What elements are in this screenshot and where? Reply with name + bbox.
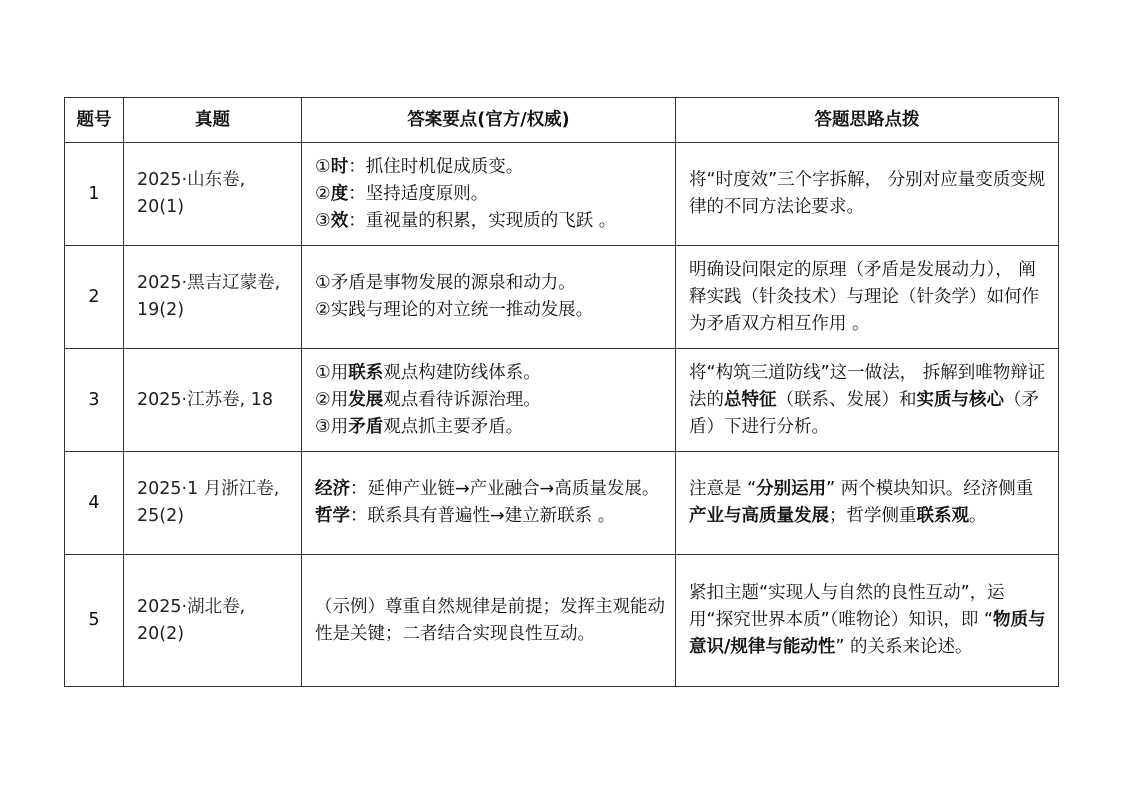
answer-point-lead: ②实践与理论的对立统一推动发展。 (315, 300, 594, 320)
answer-point-rest: 观点看待诉源治理。 (383, 389, 541, 410)
question-source: 2025·江苏卷, 18 (124, 349, 302, 452)
answer-point-bold: 效 (330, 210, 349, 231)
row-number: 4 (65, 452, 124, 555)
thinking-tip (676, 143, 1059, 246)
answer-point-lead: ③ (315, 210, 331, 231)
tip-text: 将“时度效”三个字拆解， 分别对应量变质变规律的不同方法论要求。 (689, 170, 1046, 217)
answer-point-rest: 观点抓主要矛盾。 (383, 416, 524, 437)
table-row (65, 246, 1059, 349)
thinking-tip (676, 246, 1059, 349)
tip-emphasis: 联系观 (916, 506, 969, 526)
answer-points (302, 143, 676, 246)
table-header (65, 98, 1059, 143)
tip-emphasis: 实质与核心 (916, 389, 1004, 410)
tip-text: （联系、发展）和 (776, 389, 917, 410)
answer-point-rest: ：重视量的积累，实现质的飞跃 。 (348, 210, 617, 231)
question-source: 2025·湖北卷, 20(2) (124, 555, 302, 687)
answer-point-lead: ① (315, 156, 331, 177)
tip-emphasis: 分别运用 (756, 479, 827, 499)
tip-text: ” 的关系来论述。 (835, 637, 973, 657)
answer-points (302, 349, 676, 452)
answer-point-bold: 经济 (315, 479, 350, 499)
answer-point-bold: 发展 (348, 389, 384, 410)
tip-text: （矛盾）下进行分析。 (689, 389, 1039, 437)
table-row (65, 349, 1059, 452)
answer-point-rest: ：延伸产业链→产业融合→高质量发展。 (350, 479, 660, 499)
table-row (65, 452, 1059, 555)
thinking-tip (676, 349, 1059, 452)
tip-emphasis: 总特征 (724, 389, 777, 410)
answer-point-bold: 度 (330, 183, 349, 204)
header-row (65, 98, 1059, 143)
answer-point-rest: ：抓住时机促成质变。 (348, 156, 524, 177)
answer-point-rest: ：坚持适度原则。 (348, 183, 489, 204)
answer-point-bold: 时 (330, 156, 349, 177)
answer-point-line (315, 270, 665, 297)
row-number: 2 (65, 246, 124, 349)
header-cell-answer-points: 答案要点(官方/权威) (302, 98, 676, 143)
answer-point-rest: 观点构建防线体系。 (383, 362, 541, 383)
answer-points (302, 555, 676, 687)
answer-point-line (315, 387, 665, 414)
thinking-tip (676, 555, 1059, 687)
answer-point-line (315, 503, 665, 530)
header-cell-question: 真题 (124, 98, 302, 143)
tip-emphasis: 物质与意识/规律与能动性 (689, 610, 1046, 657)
answer-point-line (315, 208, 665, 235)
thinking-tip (676, 452, 1059, 555)
answer-point-line (315, 476, 665, 503)
answer-point-lead: ② (315, 183, 331, 204)
question-source: 2025·黑吉辽蒙卷, 19(2) (124, 246, 302, 349)
answer-point-lead: ①用 (315, 362, 349, 383)
answer-point-line (315, 297, 665, 324)
answer-points (302, 452, 676, 555)
header-cell-thinking-tips: 答题思路点拨 (676, 98, 1059, 143)
answer-points (302, 246, 676, 349)
question-source: 2025·1 月浙江卷, 25(2) (124, 452, 302, 555)
tip-text: ；哲学侧重 (829, 506, 917, 526)
answer-point-rest: ：联系具有普遍性→建立新联系 。 (350, 506, 616, 526)
tip-text: 。 (969, 506, 987, 526)
answer-point-line (315, 360, 665, 387)
tip-emphasis: 产业与高质量发展 (689, 506, 829, 526)
answer-point-lead: ③用 (315, 416, 349, 437)
tip-text: 注意是 “ (689, 479, 757, 499)
answer-point-bold: 联系 (348, 362, 384, 383)
answer-point-line (315, 594, 665, 648)
table-row (65, 143, 1059, 246)
answer-point-bold: 矛盾 (348, 416, 384, 437)
tip-text: 将“构筑三道防线”这一做法， 拆解到唯物辩证法的 (689, 362, 1046, 410)
table-body (65, 143, 1059, 687)
table-row (65, 555, 1059, 687)
tip-text: 明确设问限定的原理（矛盾是发展动力）， 阐释实践（针灸技术）与理论（针灸学）如何作为矛盾双方相互作用 。 (689, 259, 1039, 334)
row-number: 3 (65, 349, 124, 452)
answer-point-lead: （示例）尊重自然规律是前提；发挥主观能动性是关键；二者结合实现良性互动。 (315, 596, 665, 644)
answer-point-lead: ②用 (315, 389, 349, 410)
tip-text: 紧扣主题“实现人与自然的良性互动”，运用“探究世界本质”（唯物论）知识，即 “ (689, 583, 1005, 630)
header-cell-number: 题号 (65, 98, 124, 143)
answer-point-line (315, 181, 665, 208)
exam-answer-table (64, 97, 1059, 687)
answer-point-bold: 哲学 (315, 506, 350, 526)
question-source: 2025·山东卷, 20(1) (124, 143, 302, 246)
tip-text: ” 两个模块知识。经济侧重 (826, 479, 1034, 499)
answer-point-lead: ①矛盾是事物发展的源泉和动力。 (315, 273, 576, 293)
row-number: 1 (65, 143, 124, 246)
answer-point-line (315, 154, 665, 181)
row-number: 5 (65, 555, 124, 687)
answer-point-line (315, 414, 665, 441)
